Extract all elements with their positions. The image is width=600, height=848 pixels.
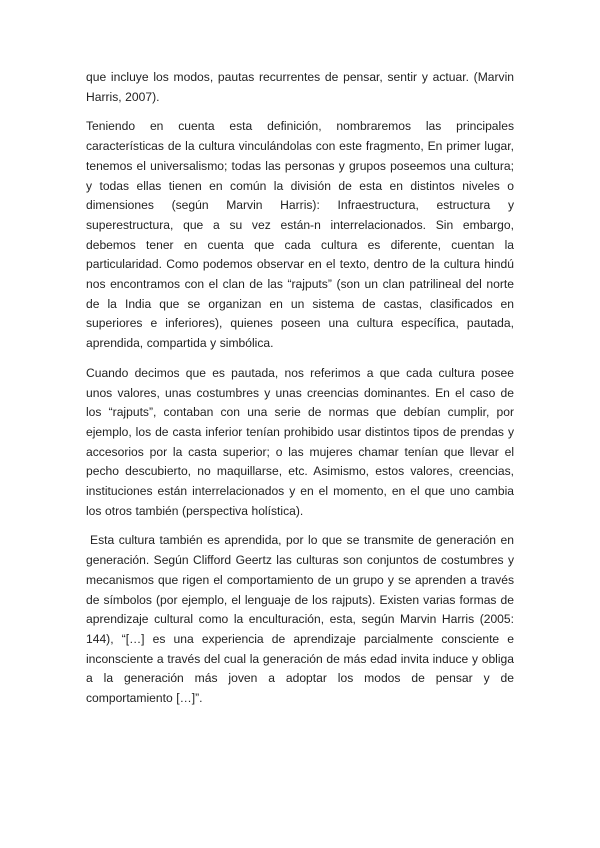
paragraph-continuation: que incluye los modos, pautas recurrentes de pensar, sentir y actuar. (Marvin Harris, 2007). — [86, 70, 514, 104]
paragraph-aprendida: Esta cultura también es aprendida, por lo que se transmite de generación en generación. Según Clifford Geertz las culturas son conjuntos de costumbres y mecanismos que rigen el comportamiento de un grupo y se aprenden a través de símbolos (por ejemplo, el lenguaje de los rajputs). Existen varias formas de aprendizaje cultural como la enculturación, esta, según Marvin Harris (2005: 144), “[…] es una experiencia de aprendizaje parcialmente consciente e inconsciente a través del cual la generación de más edad invita induce y obliga a la generación más joven a adoptar los modos de pensar y de comportamiento […]”. — [86, 533, 514, 706]
document-body — [86, 68, 514, 719]
paragraph-characteristics: Teniendo en cuenta esta definición, nombraremos las principales características de la cultura vinculándolas con este fragmento, En primer lugar, tenemos el universalismo; todas las personas y grupos poseemos una cultura; y todas ellas tienen en común la división de esta en distintos niveles o dimensiones (según Marvin Harris): Infraestructura, estructura y superestructura, que a su vez están-n interrelacionados. Sin embargo, debemos tener en cuenta que cada cultura es diferente, cuentan la particularidad. Como podemos observar en el texto, dentro de la cultura hindú nos encontramos con el clan de las “rajputs” (son un clan patrilineal del norte de la India que se organizan en un sistema de castas, clasificados en superiores e inferiores), quienes poseen una cultura específica, pautada, aprendida, compartida y simbólica. — [86, 119, 514, 351]
paragraph-pautada: Cuando decimos que es pautada, nos referimos a que cada cultura posee unos valores, unas costumbres y unas creencias dominantes. En el caso de los “rajputs”, contaban con una serie de normas que debían cumplir, por ejemplo, los de casta inferior tenían prohibido usar distintos tipos de prendas y accesorios por la casta superior; o las mujeres chamar tenían que llevar el pecho descubierto, no maquillarse, etc. Asimismo, estos valores, creencias, instituciones están interrelacionados y en el momento, en el que uno cambia los otros también (perspectiva holística). — [86, 365, 514, 518]
